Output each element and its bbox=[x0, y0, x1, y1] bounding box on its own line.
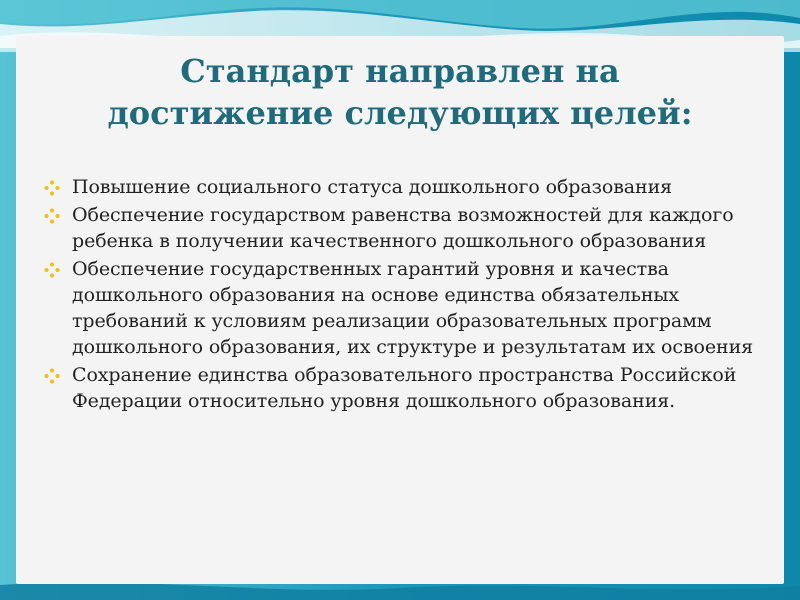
bullet-item-1 bbox=[44, 174, 754, 200]
bullet-item-2 bbox=[44, 202, 754, 254]
bullet-text-3: Обеспечение государственных гарантий уровня и качества дошкольного образования на основе единства обязательных требований к условиям реализации образовательных программ дошкольного образования, их структуре и результатам их освоения bbox=[72, 258, 754, 358]
diamond-dots-icon bbox=[44, 262, 60, 278]
bullet-text-4: Сохранение единства образовательного пространства Российской Федерации относительно уровня дошкольного образования. bbox=[72, 364, 737, 412]
diamond-dots-icon bbox=[44, 180, 60, 196]
slide-title bbox=[0, 50, 800, 134]
bullet-list bbox=[44, 174, 754, 416]
slide-title-line-2: достижение следующих целей: bbox=[107, 94, 693, 132]
bullet-item-4 bbox=[44, 362, 754, 414]
bullet-text-2: Обеспечение государством равенства возможностей для каждого ребенка в получении качественного дошкольного образования bbox=[72, 204, 734, 252]
diamond-dots-icon bbox=[44, 368, 60, 384]
diamond-dots-icon bbox=[44, 208, 60, 224]
bullet-item-3 bbox=[44, 256, 754, 360]
bullet-text-1: Повышение социального статуса дошкольного образования bbox=[72, 176, 673, 198]
slide-title-line-1: Стандарт направлен на bbox=[180, 52, 620, 90]
